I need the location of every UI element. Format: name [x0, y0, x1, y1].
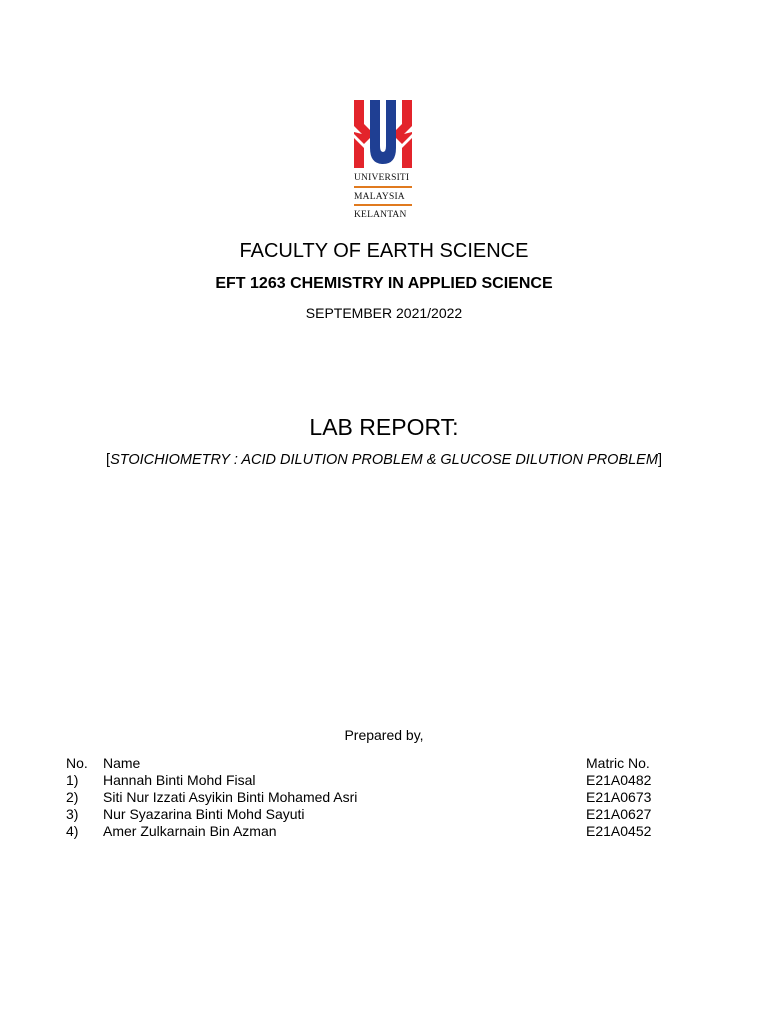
logo-text-universiti: UNIVERSITI	[354, 173, 410, 183]
logo-rule	[354, 204, 412, 206]
header-matric: Matric No.	[586, 755, 650, 771]
member-matric: E21A0627	[586, 806, 652, 822]
member-no: 1)	[66, 772, 79, 788]
member-row	[66, 789, 666, 806]
report-title: LAB REPORT:	[309, 414, 459, 440]
member-table	[66, 755, 666, 840]
course-heading: EFT 1263 CHEMISTRY IN APPLIED SCIENCE	[215, 275, 553, 292]
member-no: 2)	[66, 789, 79, 805]
logo-text-kelantan: KELANTAN	[354, 210, 407, 220]
report-topic-text: STOICHIOMETRY : ACID DILUTION PROBLEM & GLUCOSE DILUTION PROBLEM	[110, 452, 658, 468]
logo-text-malaysia: MALAYSIA	[354, 192, 405, 202]
member-row	[66, 772, 666, 789]
member-row	[66, 806, 666, 823]
member-matric: E21A0482	[586, 772, 652, 788]
member-table-header	[66, 755, 666, 772]
umk-emblem-icon	[350, 96, 416, 172]
member-name: Siti Nur Izzati Asyikin Binti Mohamed Asri	[103, 789, 358, 805]
faculty-heading: FACULTY OF EARTH SCIENCE	[239, 240, 529, 262]
bracket-open: [	[106, 452, 111, 468]
member-no: 4)	[66, 823, 79, 839]
member-name: Amer Zulkarnain Bin Azman	[103, 823, 277, 839]
prepared-by-label: Prepared by,	[344, 727, 424, 743]
member-matric: E21A0673	[586, 789, 652, 805]
member-name: Hannah Binti Mohd Fisal	[103, 772, 256, 788]
report-topic	[0, 452, 768, 468]
university-logo	[350, 96, 416, 224]
member-no: 3)	[66, 806, 79, 822]
member-name: Nur Syazarina Binti Mohd Sayuti	[103, 806, 305, 822]
header-no: No.	[66, 755, 88, 771]
bracket-close: ]	[657, 452, 662, 468]
member-matric: E21A0452	[586, 823, 652, 839]
member-row	[66, 823, 666, 840]
header-name: Name	[103, 755, 141, 771]
logo-blue-u	[370, 100, 396, 164]
semester-label: SEPTEMBER 2021/2022	[305, 305, 463, 321]
logo-rule	[354, 186, 412, 188]
